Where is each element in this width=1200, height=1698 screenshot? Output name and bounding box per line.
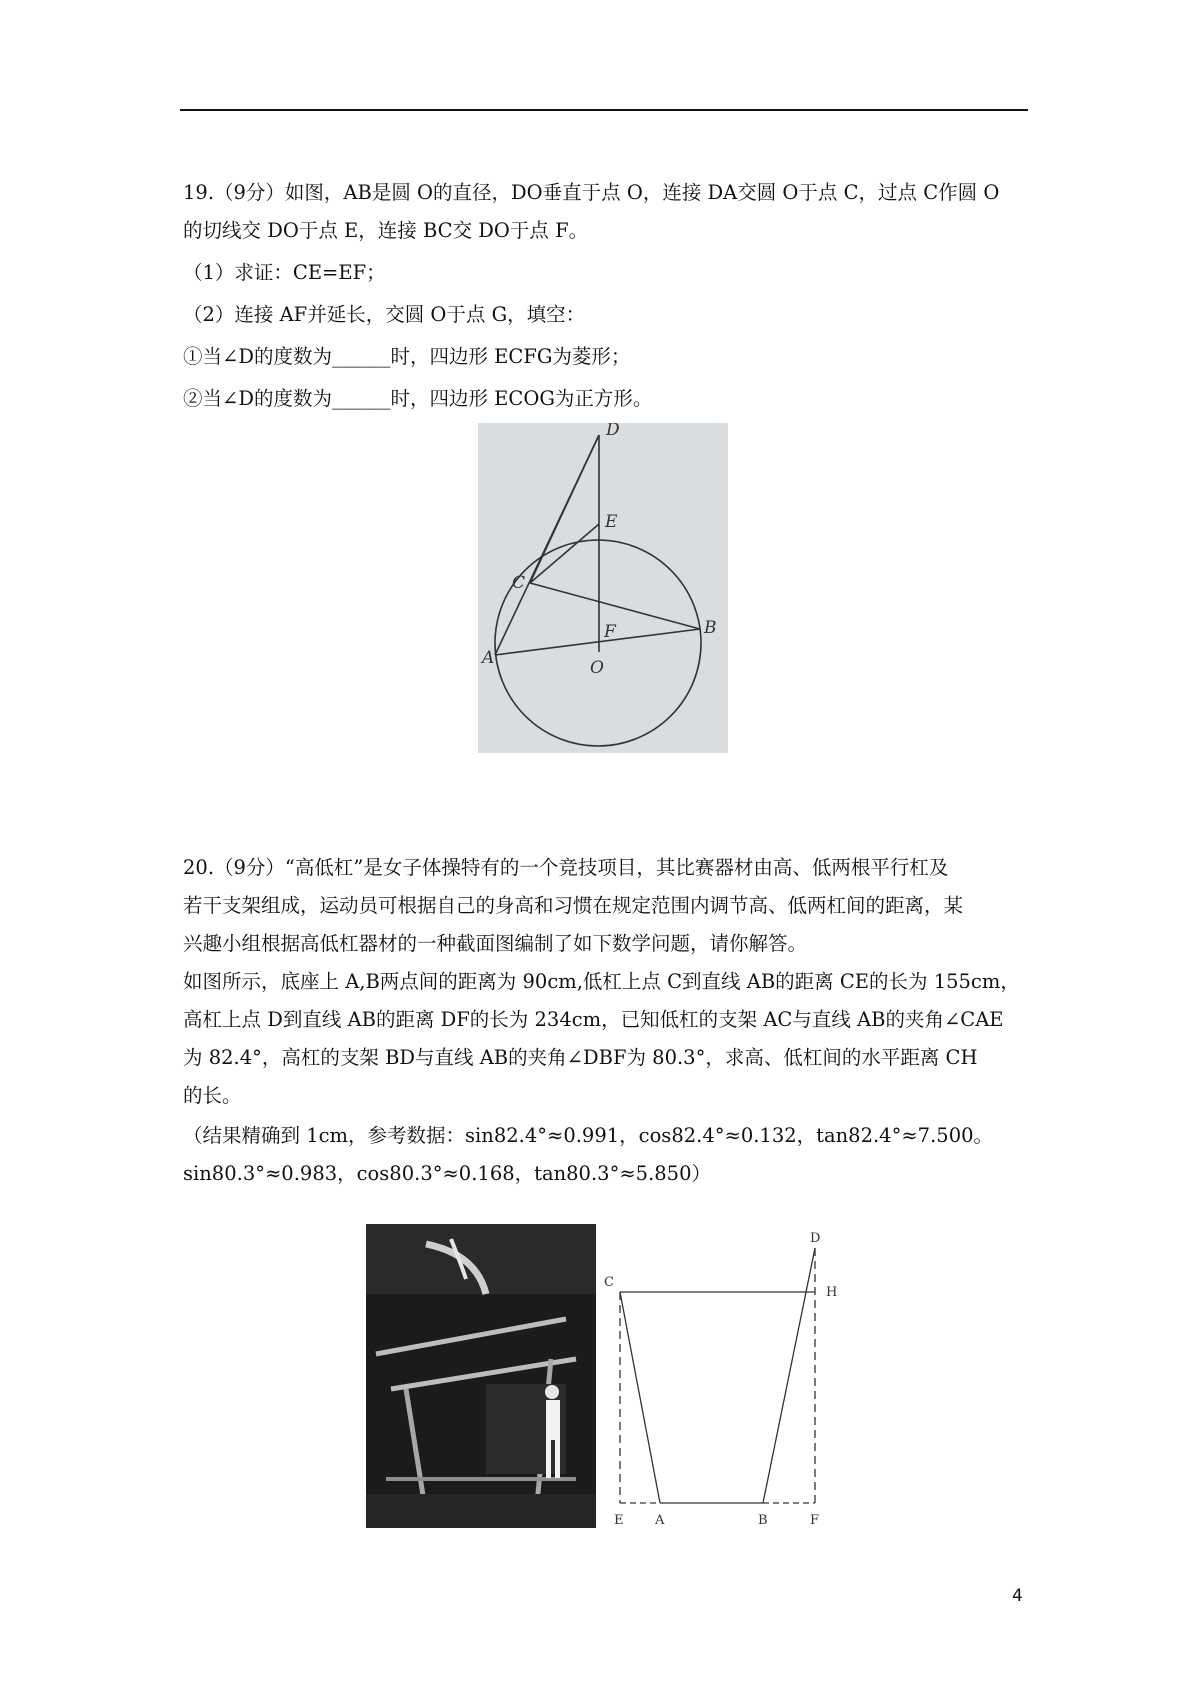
label-F: F — [604, 622, 616, 642]
q20-line: 的长。 — [183, 1084, 242, 1107]
question-20 — [183, 852, 1031, 1190]
circle-figure — [478, 423, 728, 753]
label-D: D — [606, 423, 620, 440]
q20-line: 20.（9分）“高低杠”是女子体操特有的一个竞技项目，其比赛器材由高、低两根平行杠及 — [183, 856, 949, 879]
q20-line: 兴趣小组根据高低杠器材的一种截面图编制了如下数学问题，请你解答。 — [183, 932, 808, 955]
bars-diagram-svg — [600, 1228, 840, 1534]
circle-figure-svg — [478, 423, 728, 753]
question-19 — [183, 177, 1031, 415]
label-B: B — [758, 1513, 768, 1528]
label-C: C — [604, 1275, 614, 1290]
q19-part2: （2）连接 AF并延长，交圆 O于点 G，填空： — [183, 303, 586, 326]
q20-line: 为 82.4°，高杠的支架 BD与直线 AB的夹角∠DBF为 80.3°，求高、低杠间的水平距离 CH — [183, 1046, 978, 1069]
q19-line: 的切线交 DO于点 E，连接 BC交 DO于点 F。 — [183, 219, 589, 242]
q20-line: 高杠上点 D到直线 AB的距离 DF的长为 234cm，已知低杠的支架 AC与直线 AB的夹角∠CAE — [183, 1008, 1004, 1031]
bars-diagram — [600, 1228, 840, 1534]
gymnastics-photo-svg — [366, 1224, 596, 1528]
q19-blank-2: ②当∠D的度数为______时，四边形 ECOG为正方形。 — [183, 387, 653, 410]
q20-line: 若干支架组成，运动员可根据自己的身高和习惯在规定范围内调节高、低两杠间的距离，某 — [183, 894, 964, 917]
label-H: H — [826, 1285, 838, 1300]
q19-part1: （1）求证：CE=EF； — [183, 261, 386, 284]
q20-line: 如图所示，底座上 A,B两点间的距离为 90cm,低杠上点 C到直线 AB的距离 CE的长为 155cm， — [183, 970, 1020, 993]
page-number: 4 — [1012, 1586, 1023, 1606]
q19-line: 19.（9分）如图，AB是圆 O的直径，DO垂直于点 O，连接 DA交圆 O于点 C，过点 C作圆 O — [183, 181, 1000, 204]
label-A: A — [655, 1513, 665, 1528]
label-O: O — [590, 658, 604, 678]
label-D: D — [810, 1231, 821, 1246]
q19-blank-1: ①当∠D的度数为______时，四边形 ECFG为菱形； — [183, 345, 631, 368]
label-A: A — [482, 648, 495, 668]
q20-reference-data: （结果精确到 1cm，参考数据：sin82.4°≈0.991，cos82.4°≈0.132，tan82.4°≈7.500。 — [183, 1124, 994, 1147]
label-B: B — [704, 618, 717, 638]
label-F: F — [810, 1513, 820, 1528]
label-E: E — [614, 1513, 624, 1528]
label-E: E — [605, 512, 618, 532]
gymnastics-photo — [366, 1224, 596, 1528]
q20-reference-data: sin80.3°≈0.983，cos80.3°≈0.168，tan80.3°≈5.850） — [183, 1162, 711, 1185]
header-rule — [180, 109, 1028, 111]
label-C: C — [512, 573, 526, 593]
